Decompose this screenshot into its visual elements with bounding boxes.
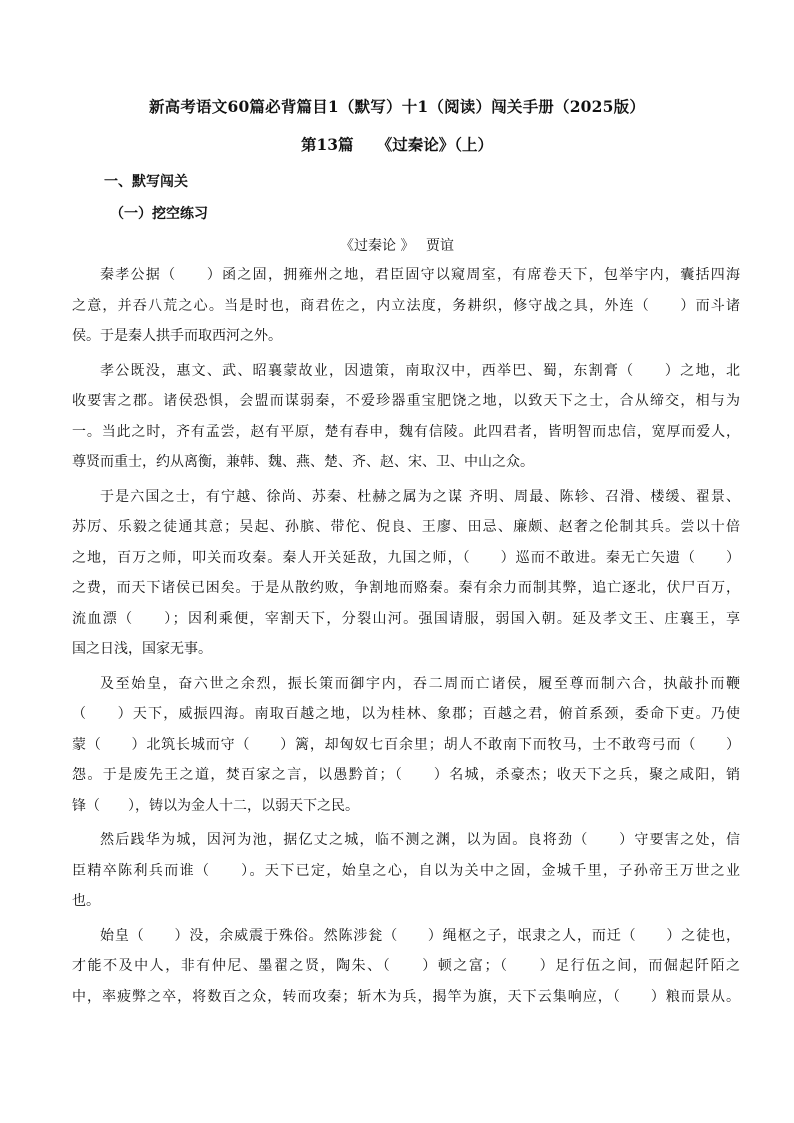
text-line: 之地，百万之师，叩关而攻秦。秦人开关延敌，九国之师，（ ）巡而不敢进。秦无亡矢遗（ ） [72,549,740,566]
text-line: 孝公既没，惠文、武、昭襄蒙故业，因遗策，南取汉中，西举巴、蜀，东割膏（ ）之地，北 [100,362,740,379]
text-line: 秦孝公据（ ）函之固，拥雍州之地，君臣固守以窥周室，有席卷天下，包举宇内，囊括四海 [100,267,740,283]
section-heading: 一、默写闯关 [104,174,188,190]
text-line: 也。 [72,893,100,909]
text-line: 臣精卒陈利兵而谁（ ）。天下已定，始皇之心，自以为关中之固，金城千里，子孙帝王万世之业 [72,862,740,879]
paragraph-6 [72,921,740,1013]
paragraph-1 [72,260,740,352]
text-line: 之费，而天下诸侯已困矣。于是从散约败，争割地而赂秦。秦有余力而制其弊，追亡逐北，伏尸百万， [72,580,740,596]
paragraph-5 [72,825,740,917]
document-title: 新高考语文60篇必背篇目1（默写）十1（阅读）闯关手册（2025版） [148,97,646,116]
text-line: 一。当此之时，齐有孟尝，赵有平原，楚有春申，魏有信陵。此四君者，皆明智而忠信，宽厚而爱人， [72,423,740,440]
text-line: 之意，并吞八荒之心。当是时也，商君佐之，内立法度，务耕织，修守战之具，外连（ ）而斗诸 [72,297,740,314]
text-line: 国之日浅，国家无事。 [72,641,212,657]
text-line: 然后践华为城，因河为池，据亿丈之城，临不测之渊，以为固。良将劲（ ）守要害之处，信 [100,832,740,848]
paragraph-4 [72,669,740,822]
text-line: 才能不及中人，非有仲尼、墨翟之贤，陶朱、（ ）顿之富；（ ）足行伍之间，而倔起阡陌之 [72,958,740,974]
text-line: 始皇（ ）没，余威震于殊俗。然陈涉瓮（ ）绳枢之子，氓隶之人，而迁（ ）之徒也， [100,927,740,944]
cloze-passage [72,260,740,1016]
text-line: 怨。于是废先王之道，焚百家之言，以愚黔首；（ ）名城，杀豪杰；收天下之兵，聚之咸阳，销 [72,767,740,783]
text-line: 尊贤而重士，约从离衡，兼韩、魏、燕、楚、齐、赵、宋、卫、中山之众。 [72,454,534,470]
subsection-heading: （一）挖空练习 [110,206,208,222]
text-line: 侯。于是秦人拱手而取西河之外。 [72,328,282,344]
text-title-author: 《过秦论 》 贾谊 [340,238,454,254]
paragraph-3 [72,482,740,665]
text-line: 蒙（ ）北筑长城而守（ ）篱，却匈奴七百余里；胡人不敢南下而牧马，士不敢弯弓而（ ） [72,736,740,753]
document-subtitle: 第13篇 《过秦论》（上） [300,135,494,154]
text-line: 中，率疲弊之卒，将数百之众，转而攻秦；斩木为兵，揭竿为旗，天下云集响应，（ ）粮而景从。 [72,988,740,1005]
text-line: 及至始皇，奋六世之余烈，振长策而御宇内，吞二周而亡诸侯，履至尊而制六合，执敲扑而鞭 [100,675,740,692]
text-line: （ ）天下，威振四海。南取百越之地，以为桂林、象郡；百越之君，俯首系颈，委命下吏。乃使 [72,706,740,722]
text-line: 锋（ ），铸以为金人十二，以弱天下之民。 [72,797,359,814]
text-line: 收要害之郡。诸侯恐惧，会盟而谋弱秦，不爱珍器重宝肥饶之地，以致天下之士，合从缔交，相与为 [72,393,740,409]
text-line: 于是六国之士，有宁越、徐尚、苏秦、杜赫之属为之谋 齐明、周最、陈轸、召滑、楼缓、翟景、 [100,488,740,505]
text-line: 苏厉、乐毅之徒通其意；吴起、孙膑、带佗、倪良、王廖、田忌、廉颇、赵奢之伦制其兵。尝以十倍 [72,519,740,535]
text-line: 流血漂（ ）；因利乘便，宰割天下，分裂山河。强国请服，弱国入朝。延及孝文王、庄襄王，享 [72,610,740,627]
paragraph-2 [72,356,740,478]
